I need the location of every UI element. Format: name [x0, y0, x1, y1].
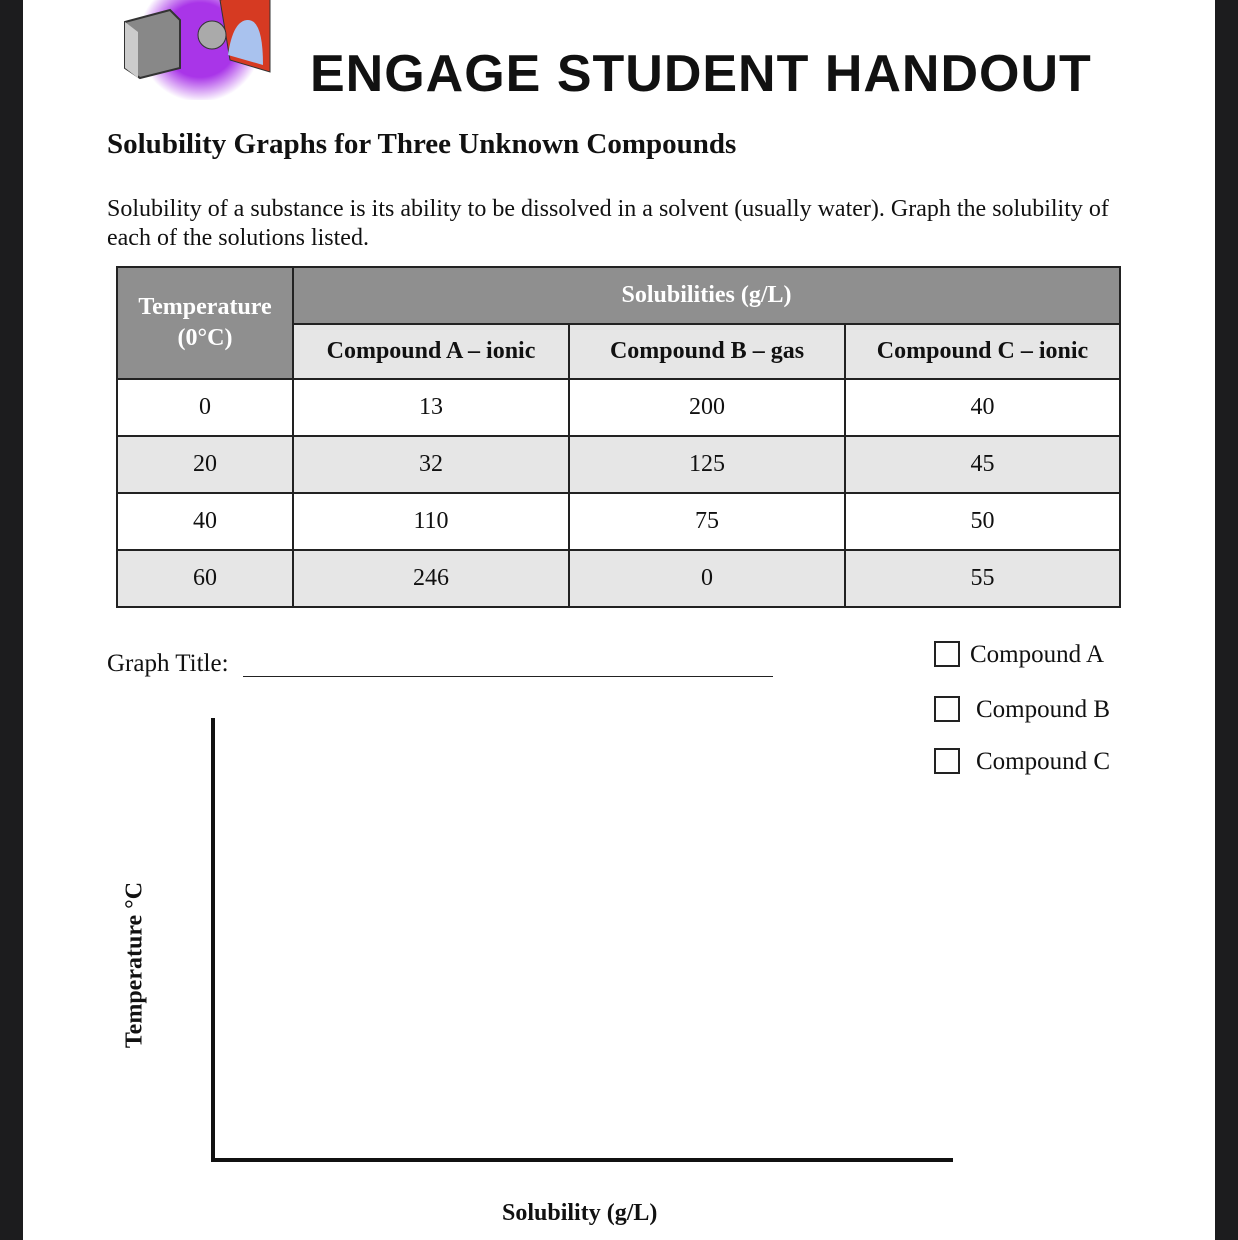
column-header: Compound B – gas: [569, 324, 845, 379]
solubilities-header: Solubilities (g/L): [293, 267, 1120, 324]
table-cell: 110: [293, 493, 569, 550]
table-cell: 45: [845, 436, 1120, 493]
section-heading: Solubility Graphs for Three Unknown Compounds: [107, 128, 737, 160]
table-cell: 20: [117, 436, 293, 493]
compound-c-checkbox[interactable]: [934, 748, 960, 774]
graph-y-axis: [211, 718, 215, 1162]
table-row: [117, 493, 1120, 550]
graph-x-axis: [211, 1158, 953, 1162]
intro-paragraph: Solubility of a substance is its ability to be dissolved in a solvent (usually water). Graph the solubility of each of the solutions listed.: [107, 196, 1109, 251]
column-header: Compound C – ionic: [845, 324, 1120, 379]
table-cell: 40: [117, 493, 293, 550]
video-camera-logo-icon: [120, 0, 280, 100]
table-cell: 60: [117, 550, 293, 607]
table-row: [117, 550, 1120, 607]
table-cell: 13: [293, 379, 569, 436]
table-cell: 75: [569, 493, 845, 550]
column-header: Compound A – ionic: [293, 324, 569, 379]
handout-title: ENGAGE STUDENT HANDOUT: [310, 45, 1092, 103]
table-cell: 200: [569, 379, 845, 436]
y-axis-label: Temperature °C: [121, 881, 148, 1049]
x-axis-label: Solubility (g/L): [502, 1200, 658, 1226]
table-row: [117, 436, 1120, 493]
handout-page: [23, 0, 1215, 1240]
graph-title-label: Graph Title:: [107, 650, 229, 677]
table-cell: 0: [569, 550, 845, 607]
compound-c-label: Compound C: [976, 748, 1111, 775]
table-cell: 125: [569, 436, 845, 493]
compound-b-checkbox[interactable]: [934, 696, 960, 722]
table-row: [117, 379, 1120, 436]
graph-title-blank[interactable]: [243, 676, 773, 677]
table-cell: 40: [845, 379, 1120, 436]
compound-a-checkbox[interactable]: [934, 641, 960, 667]
table-cell: 55: [845, 550, 1120, 607]
compound-a-label: Compound A: [970, 641, 1105, 668]
temperature-header: Temperature (0°C): [117, 267, 293, 379]
table-cell: 246: [293, 550, 569, 607]
solubility-table: [116, 266, 1121, 608]
table-cell: 50: [845, 493, 1120, 550]
table-cell: 0: [117, 379, 293, 436]
compound-b-label: Compound B: [976, 696, 1111, 723]
table-cell: 32: [293, 436, 569, 493]
